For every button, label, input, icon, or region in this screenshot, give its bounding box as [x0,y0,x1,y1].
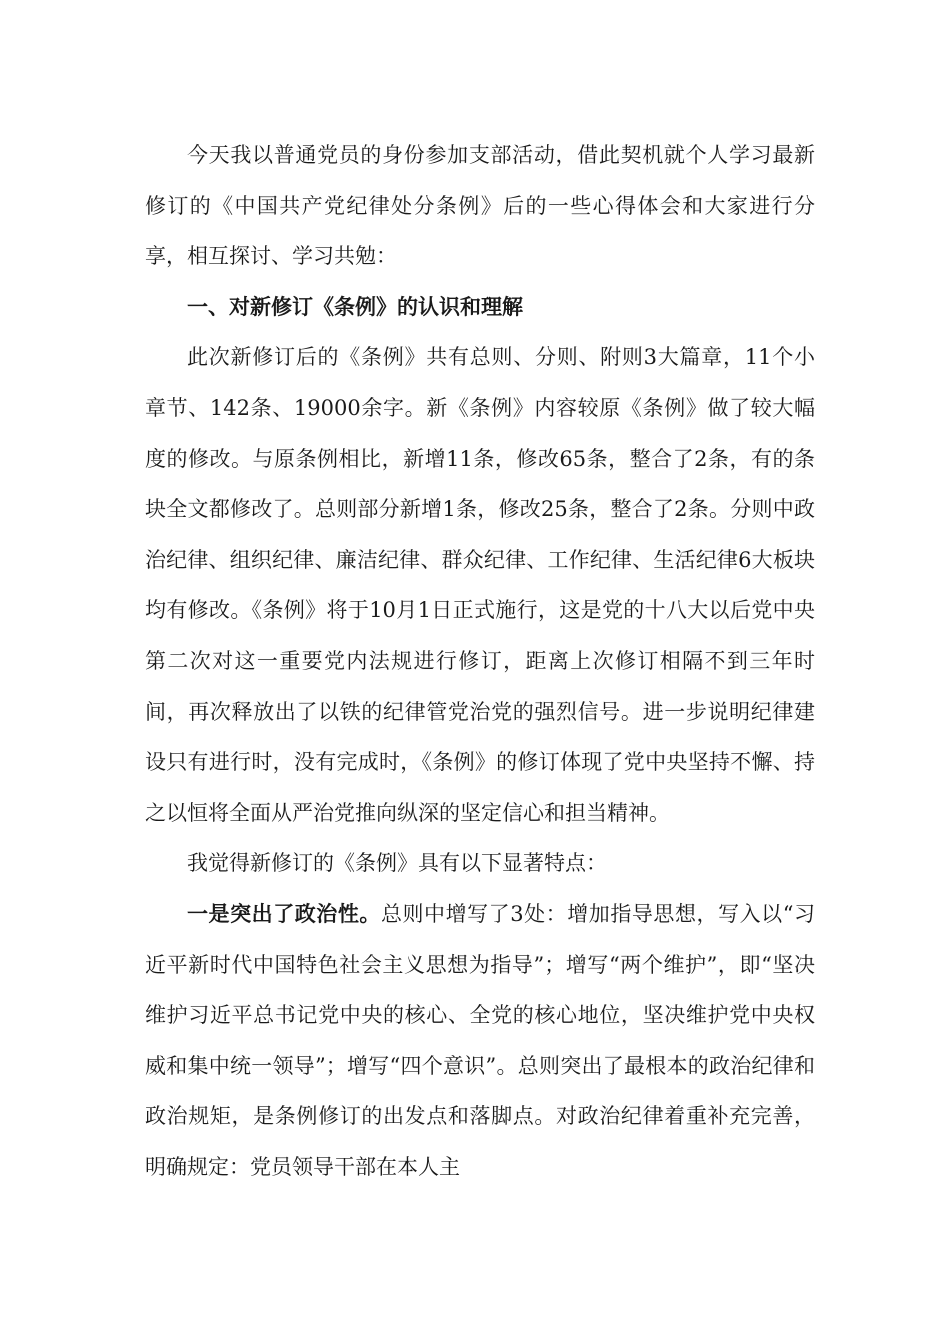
intro-paragraph: 今天我以普通党员的身份参加支部活动，借此契机就个人学习最新修订的《中国共产党纪律处分条例》后的一些心得体会和大家进行分享，相互探讨、学习共勉： [145,143,815,269]
body-paragraph-2: 我觉得新修订的《条例》具有以下显著特点： [187,851,607,876]
body-paragraph-3 [145,889,815,1193]
point-lead: 一是突出了政治性。 [187,901,381,926]
section-heading: 一、对新修订《条例》的认识和理解 [187,294,523,319]
document-body [145,130,815,1192]
body-paragraph-1: 此次新修订后的《条例》共有总则、分则、附则3大篇章，11个小章节、142条、19000余字。新《条例》内容较原《条例》做了较大幅度的修改。与原条例相比，新增11条，修改65条，整合了2条，有的条块全文都修改了。总则部分新增1条，修改25条，整合了2条。分则中政治纪律、组织纪律、廉洁纪律、群众纪律、工作纪律、生活纪律6大板块均有修改。《条例》将于10月1日正式施行，这是党的十八大以后党中央第二次对这一重要党内法规进行修订，距离上次修订相隔不到三年时间，再次释放出了以铁的纪律管党治党的强烈信号。进一步说明纪律建设只有进行时，没有完成时，《条例》的修订体现了党中央坚持不懈、持之以恒将全面从严治党推向纵深的坚定信心和担当精神。 [145,345,815,825]
point-text: 总则中增写了3处：增加指导思想，写入以“习近平新时代中国特色社会主义思想为指导”；增写“两个维护”，即“坚决维护习近平总书记党中央的核心、全党的核心地位，坚决维护党中央权威和集中统一领导”；增写“四个意识”。总则突出了最根本的政治纪律和政治规矩，是条例修订的出发点和落脚点。对政治纪律着重补充完善，明确规定：党员领导干部在本人主 [145,901,815,1179]
